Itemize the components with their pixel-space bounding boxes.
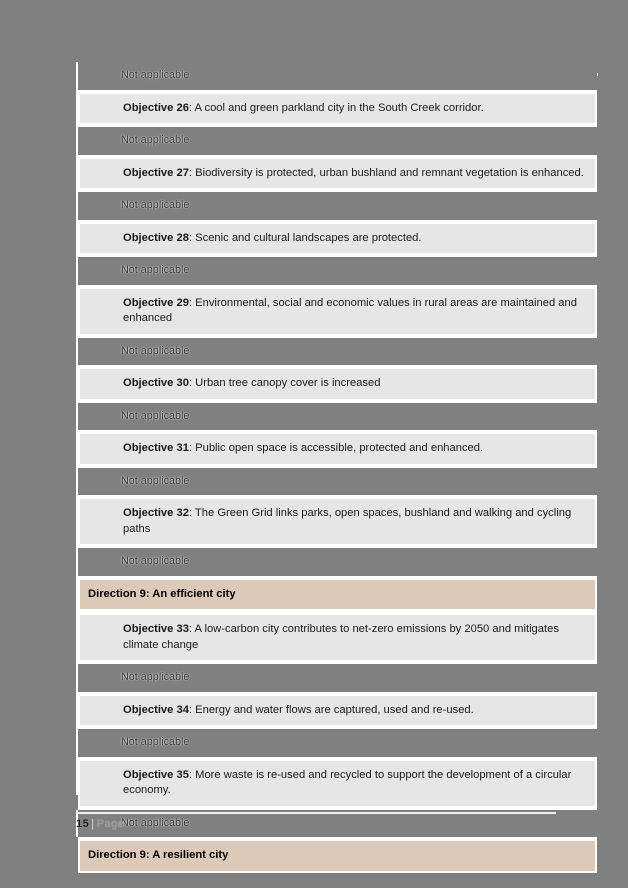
not-applicable-text: Not applicable — [121, 736, 190, 748]
not-applicable-row — [76, 127, 597, 155]
objective-text: : More waste is re-used and recycled to support the development of a circular economy. — [123, 768, 572, 796]
objective-text: : A low-carbon city contributes to net-zero emissions by 2050 and mitigates climate change — [123, 623, 559, 651]
objective-text: : Scenic and cultural landscapes are protected. — [188, 231, 422, 244]
not-applicable-text: Not applicable — [121, 474, 190, 487]
direction-banner-row — [78, 839, 597, 873]
table-row — [76, 839, 597, 873]
not-applicable-row — [76, 257, 597, 285]
table-cell — [76, 287, 597, 338]
not-applicable-text: Not applicable — [121, 134, 190, 146]
footer-page-number: 15 — [76, 818, 90, 830]
not-applicable-row — [76, 62, 597, 90]
objective-row — [78, 694, 597, 728]
direction-label: Direction 9: An efficient city — [88, 587, 236, 600]
table-cell — [76, 497, 597, 548]
not-applicable-text: Not applicable — [121, 671, 190, 683]
objective-text: : The Green Grid links parks, open spaces, bushland and walking and cycling paths — [123, 507, 572, 535]
footer-page-label — [76, 818, 556, 830]
table-row — [76, 287, 597, 338]
table-cell — [76, 222, 597, 258]
objective-row — [78, 287, 597, 336]
objective-row — [78, 759, 597, 808]
table-row — [76, 497, 597, 548]
table-row — [76, 578, 597, 614]
not-applicable-text: Not applicable — [121, 264, 190, 276]
objective-row — [78, 92, 597, 126]
page-footer — [76, 812, 556, 830]
table-row — [76, 759, 597, 810]
objective-row — [78, 222, 597, 256]
table-cell — [76, 664, 597, 694]
table-row — [76, 92, 597, 128]
table-cell — [76, 578, 597, 614]
table-cell — [76, 192, 597, 222]
not-applicable-row — [76, 403, 597, 431]
objective-text: : A cool and green parkland city in the South Creek corridor. — [188, 101, 484, 114]
table-row — [76, 729, 597, 759]
table-cell — [76, 839, 597, 873]
objective-row — [78, 157, 597, 191]
not-applicable-text: Not applicable — [121, 69, 190, 81]
objective-text: : Energy and water flows are captured, used and re-used. — [188, 703, 474, 716]
not-applicable-text: Not applicable — [121, 555, 190, 567]
objective-text: : Environmental, social and economic values in rural areas are maintained and enhanced — [123, 296, 577, 324]
table-cell — [76, 548, 597, 578]
objective-row — [78, 497, 597, 546]
footer-page-word: Page — [96, 818, 125, 830]
objective-row — [78, 613, 597, 662]
table-cell — [76, 403, 597, 433]
table-cell — [76, 468, 597, 498]
table-cell — [76, 729, 597, 759]
table-cell — [76, 367, 597, 403]
objective-label: Objective 31 — [123, 442, 189, 454]
not-applicable-row — [76, 729, 597, 757]
objective-row — [78, 432, 597, 466]
footer-divider-rule — [76, 812, 556, 814]
objective-text: : Biodiversity is protected, urban bushland and remnant vegetation is enhanced. — [188, 166, 584, 179]
table-cell — [76, 157, 597, 193]
table-row — [76, 548, 597, 578]
table-row — [76, 192, 597, 222]
table-row — [76, 367, 597, 403]
table-row — [76, 257, 597, 287]
not-applicable-row — [76, 338, 597, 366]
objective-row — [78, 367, 597, 401]
table-row — [76, 664, 597, 694]
objective-label: Objective 33 — [123, 623, 189, 635]
not-applicable-text: Not applicable — [121, 344, 190, 357]
objective-label: Objective 26 — [123, 101, 189, 114]
table-row — [76, 127, 597, 157]
not-applicable-row — [76, 548, 597, 576]
not-applicable-row — [76, 192, 597, 220]
not-applicable-text: Not applicable — [121, 409, 190, 422]
table-row — [76, 222, 597, 258]
table-cell — [76, 759, 597, 810]
not-applicable-row — [76, 468, 597, 496]
table-cell — [76, 257, 597, 287]
objective-label: Objective 27 — [123, 166, 189, 179]
table-row — [76, 338, 597, 368]
objective-label: Objective 30 — [123, 377, 189, 389]
table-row — [76, 62, 597, 92]
direction-banner-row — [78, 578, 597, 612]
table-cell — [76, 62, 597, 92]
objective-label: Objective 29 — [123, 296, 189, 309]
not-applicable-text: Not applicable — [121, 199, 190, 211]
objective-text: : Urban tree canopy cover is increased — [188, 377, 381, 389]
objectives-assessment-table — [76, 62, 597, 873]
table-row — [76, 432, 597, 468]
objective-text: : Public open space is accessible, protected and enhanced. — [188, 442, 484, 454]
direction-label: Direction 9: A resilient city — [88, 849, 229, 861]
table-cell — [76, 694, 597, 730]
table-cell — [76, 92, 597, 128]
objective-label: Objective 28 — [123, 231, 189, 244]
not-applicable-text: Not applicable — [121, 816, 190, 829]
table-cell — [76, 338, 597, 368]
table-cell — [76, 127, 597, 157]
not-applicable-row — [76, 664, 597, 692]
objective-label: Objective 34 — [123, 703, 189, 716]
objective-label: Objective 35 — [123, 768, 189, 781]
objective-label: Objective 32 — [123, 507, 189, 519]
table-cell — [76, 432, 597, 468]
table-cell — [76, 613, 597, 664]
table-row — [76, 403, 597, 433]
table-row — [76, 694, 597, 730]
footer-separator: | — [91, 818, 95, 830]
table-row — [76, 613, 597, 664]
table-row — [76, 157, 597, 193]
table-row — [76, 468, 597, 498]
